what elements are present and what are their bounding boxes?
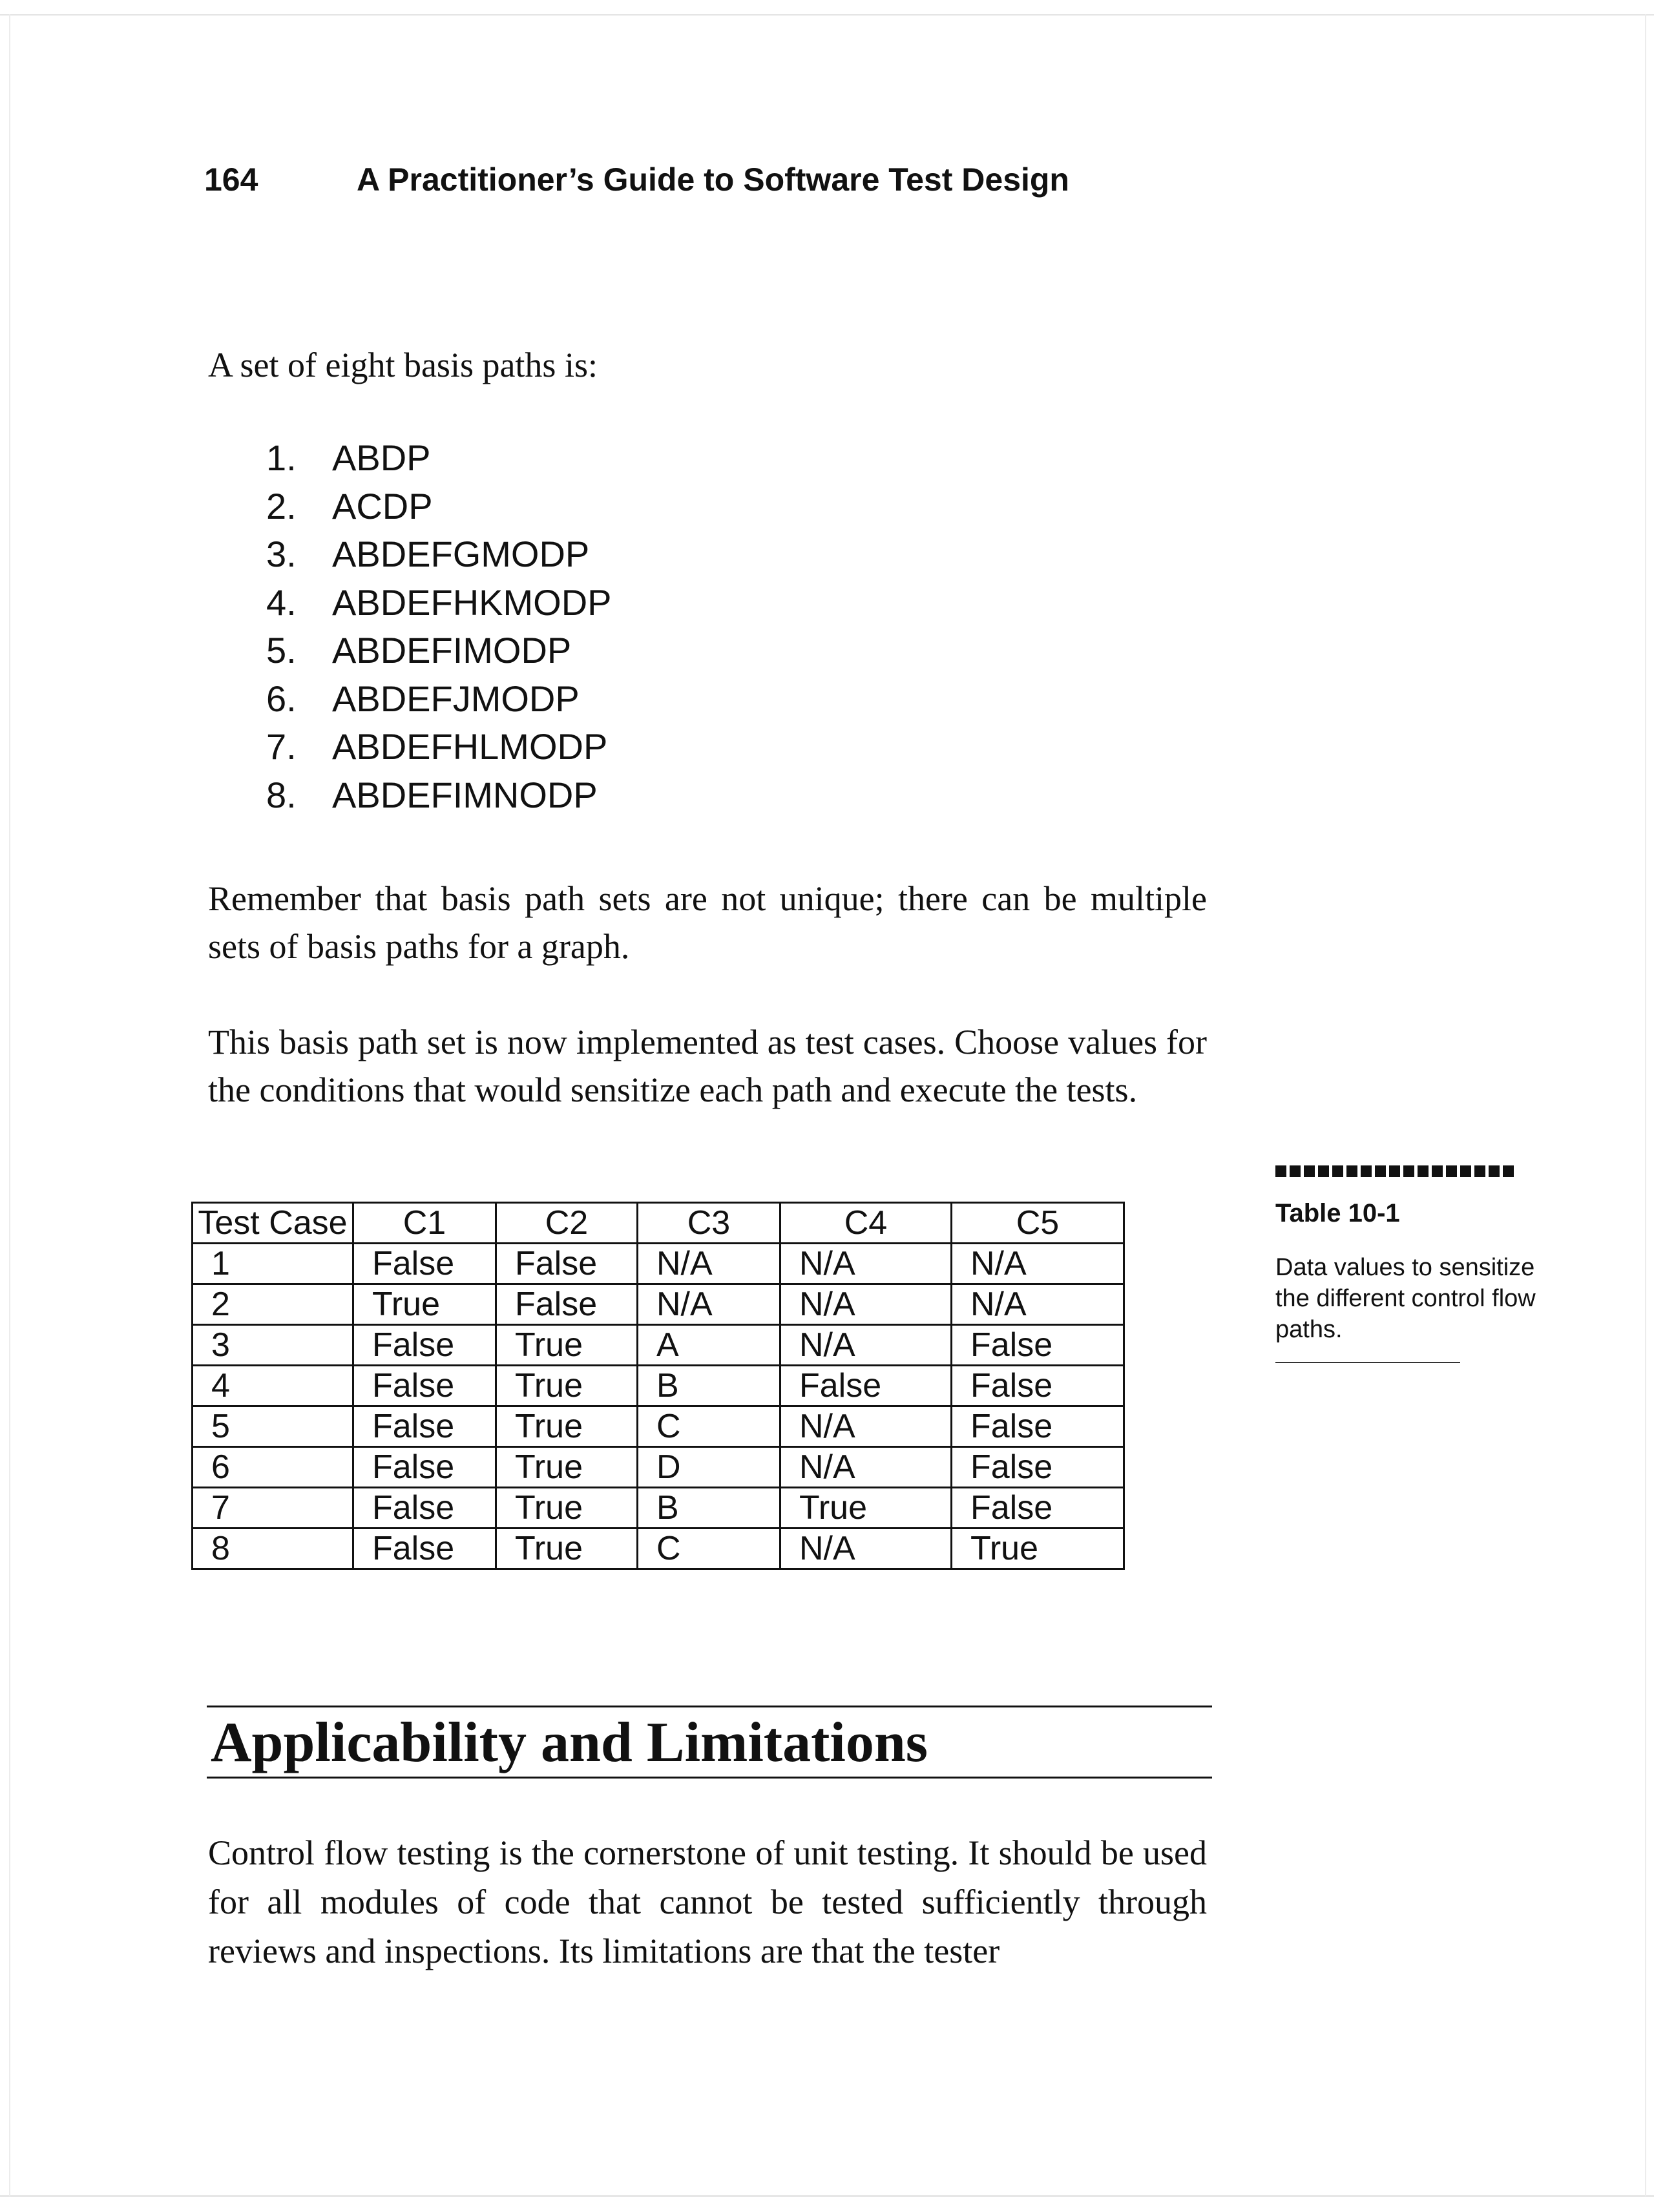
list-item: [266, 530, 612, 579]
table-cell: True: [780, 1488, 952, 1529]
list-item-number: 3.: [266, 534, 297, 574]
list-item-path: ABDEFJMODP: [332, 678, 580, 719]
list-item-number: 6.: [266, 678, 297, 719]
list-item-path: ABDEFHLMODP: [332, 726, 608, 767]
list-item: [266, 675, 612, 724]
table-cell: 8: [193, 1529, 353, 1569]
table-cell: False: [353, 1325, 496, 1366]
table-row: [193, 1406, 1124, 1447]
list-item: [266, 579, 612, 627]
list-item: [266, 483, 612, 531]
book-title: A Practitioner’s Guide to Software Test Design: [357, 162, 1069, 198]
section-body-paragraph: Control flow testing is the cornerstone of unit testing. It should be used for all modules of code that cannot be tested sufficiently through reviews and inspections. Its limitations are that the tester: [208, 1833, 1207, 1970]
table-cell: 5: [193, 1406, 353, 1447]
list-item-number: 4.: [266, 581, 297, 623]
table-cell: N/A: [952, 1244, 1124, 1284]
table-row: [193, 1447, 1124, 1488]
list-item: [266, 434, 612, 483]
list-item: [266, 723, 612, 771]
table-cell: True: [952, 1529, 1124, 1569]
table-cell: False: [496, 1244, 638, 1284]
table-cell: C: [638, 1406, 780, 1447]
list-item-path: ABDEFIMODP: [332, 630, 572, 671]
table-cell: 1: [193, 1244, 353, 1284]
table-cell: True: [496, 1447, 638, 1488]
section-rule-bottom: [207, 1777, 1212, 1779]
column-header-c3: C3: [638, 1203, 780, 1244]
table-row: [193, 1366, 1124, 1406]
table-cell: False: [952, 1366, 1124, 1406]
table-cell: N/A: [780, 1284, 952, 1325]
table-cell: True: [496, 1325, 638, 1366]
implement-paragraph: This basis path set is now implemented as test cases. Choose values for the conditions that would sensitize each path and execute the tests.: [208, 1023, 1207, 1109]
table-cell: N/A: [780, 1244, 952, 1284]
table-row: [193, 1529, 1124, 1569]
running-head: [204, 160, 1069, 199]
section-heading: Applicability and Limitations: [211, 1711, 928, 1774]
table-cell: False: [780, 1366, 952, 1406]
table-cell: B: [638, 1366, 780, 1406]
margin-note-underline: [1275, 1362, 1460, 1363]
table-cell: False: [952, 1406, 1124, 1447]
page-edge-top: [0, 14, 1654, 16]
list-item-path: ABDEFGMODP: [332, 534, 590, 574]
table-cell: D: [638, 1447, 780, 1488]
table-cell: False: [496, 1284, 638, 1325]
table-row: [193, 1284, 1124, 1325]
list-item-number: 7.: [266, 726, 297, 767]
table-cell: B: [638, 1488, 780, 1529]
table-cell: A: [638, 1325, 780, 1366]
table-cell: False: [353, 1406, 496, 1447]
table-header-row: [193, 1203, 1124, 1244]
table-cell: 6: [193, 1447, 353, 1488]
table-cell: 3: [193, 1325, 353, 1366]
table-cell: C: [638, 1529, 780, 1569]
list-item-path: ABDEFIMNODP: [332, 774, 598, 815]
table-cell: False: [353, 1447, 496, 1488]
page-number: 164: [204, 162, 258, 198]
table-cell: N/A: [638, 1284, 780, 1325]
table-cell: False: [952, 1325, 1124, 1366]
table-cell: 7: [193, 1488, 353, 1529]
table-cell: 4: [193, 1366, 353, 1406]
page-edge-left: [9, 14, 10, 2196]
table-cell: False: [952, 1488, 1124, 1529]
table-label: Table 10-1: [1275, 1199, 1400, 1227]
list-item: [266, 771, 612, 820]
table-cell: N/A: [780, 1447, 952, 1488]
list-item: [266, 627, 612, 675]
table-cell: False: [952, 1447, 1124, 1488]
table-cell: False: [353, 1529, 496, 1569]
remember-paragraph: Remember that basis path sets are not unique; there can be multiple sets of basis paths for a graph.: [208, 879, 1207, 966]
table-cell: False: [353, 1488, 496, 1529]
table-cell: True: [496, 1406, 638, 1447]
list-item-number: 1.: [266, 437, 297, 478]
page-edge-right: [1645, 14, 1646, 2196]
table-cell: N/A: [952, 1284, 1124, 1325]
table-cell: False: [353, 1244, 496, 1284]
table-row: [193, 1488, 1124, 1529]
test-case-table: [191, 1202, 1125, 1570]
table-cell: N/A: [780, 1406, 952, 1447]
page-edge-bottom: [0, 2195, 1654, 2197]
column-header-test-case: Test Case: [193, 1203, 353, 1244]
table-cell: N/A: [780, 1529, 952, 1569]
basis-path-list: [266, 434, 612, 819]
table-row: [193, 1244, 1124, 1284]
table-row: [193, 1325, 1124, 1366]
margin-note: [1275, 1165, 1534, 1363]
column-header-c1: C1: [353, 1203, 496, 1244]
list-item-path: ABDP: [332, 437, 431, 478]
table-cell: N/A: [780, 1325, 952, 1366]
table-caption: Data values to sensitize the different control flow paths.: [1275, 1254, 1536, 1343]
column-header-c2: C2: [496, 1203, 638, 1244]
list-item-path: ACDP: [332, 485, 433, 527]
table-cell: False: [353, 1366, 496, 1406]
list-item-path: ABDEFHKMODP: [332, 581, 612, 623]
intro-paragraph: A set of eight basis paths is:: [208, 346, 598, 384]
table-cell: True: [496, 1488, 638, 1529]
list-item-number: 8.: [266, 774, 297, 815]
table-cell: True: [496, 1366, 638, 1406]
table-cell: 2: [193, 1284, 353, 1325]
margin-note-dashed-rule: [1275, 1165, 1516, 1177]
list-item-number: 2.: [266, 485, 297, 527]
list-item-number: 5.: [266, 630, 297, 671]
section-rule-top: [207, 1706, 1212, 1707]
table-cell: True: [353, 1284, 496, 1325]
table-cell: N/A: [638, 1244, 780, 1284]
column-header-c4: C4: [780, 1203, 952, 1244]
column-header-c5: C5: [952, 1203, 1124, 1244]
table-cell: True: [496, 1529, 638, 1569]
